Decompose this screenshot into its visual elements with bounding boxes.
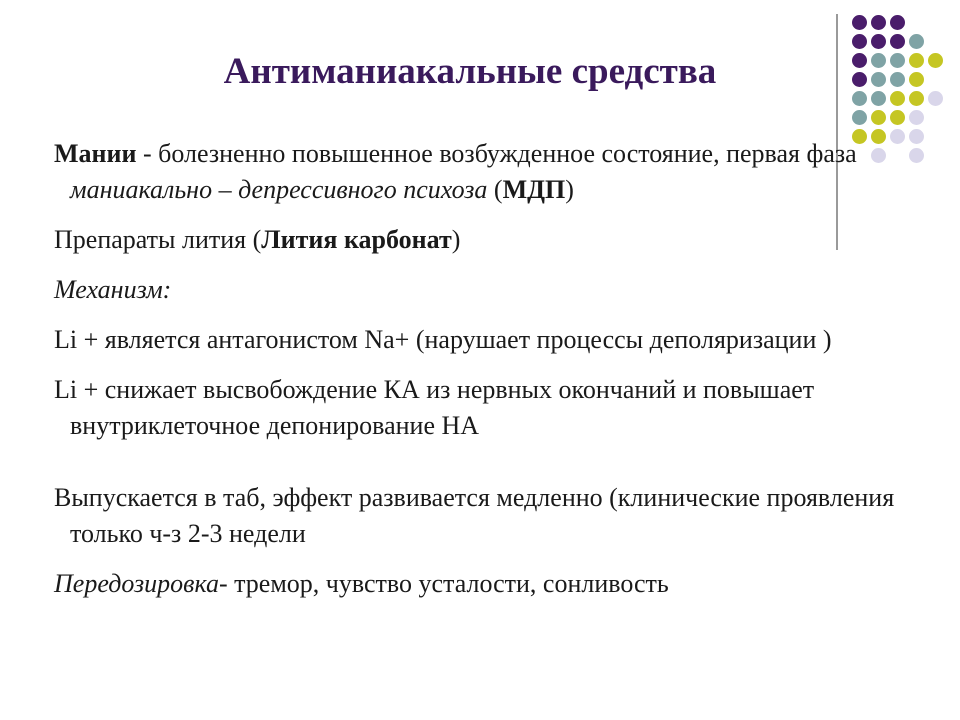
decorative-dot bbox=[852, 91, 867, 106]
decorative-dot bbox=[871, 34, 886, 49]
definition-text: - болезненно повышенное возбужденное состояние, первая фаза bbox=[136, 139, 857, 168]
paragraph-release-form: Выпускается в таб, эффект развивается медленно (клинические проявления только ч-з 2-3 недели bbox=[54, 483, 895, 548]
decorative-dot bbox=[890, 53, 905, 68]
slide-title: Антиманиакальные средства bbox=[223, 51, 717, 92]
paragraph-li-release: Li + снижает высвобождение КА из нервных окончаний и повышает внутриклеточное депонирование НА bbox=[54, 375, 815, 440]
paren-close: ) bbox=[451, 225, 461, 254]
slide-content bbox=[40, 136, 940, 602]
lithium-carbonate: Лития карбонат bbox=[261, 225, 452, 254]
decorative-dot bbox=[871, 15, 886, 30]
decorative-dot bbox=[909, 53, 924, 68]
decorative-dot bbox=[852, 15, 867, 30]
overdose-symptoms: - тремор, чувство усталости, сонливость bbox=[218, 569, 669, 598]
paragraph-li-antagonist: Li + является антагонистом Na+ (нарушает процессы деполяризации ) bbox=[54, 325, 832, 354]
paren-close: ) bbox=[565, 175, 574, 204]
lithium-text: Препараты лития ( bbox=[54, 225, 262, 254]
decorative-dot bbox=[890, 91, 905, 106]
decorative-dot bbox=[871, 91, 886, 106]
decorative-dot bbox=[909, 91, 924, 106]
paren-open: ( bbox=[487, 175, 503, 204]
psychosis-term: маниакально – депрессивного психоза bbox=[70, 175, 488, 204]
decorative-dot bbox=[890, 110, 905, 125]
decorative-dot bbox=[890, 34, 905, 49]
paragraph-mechanism-heading bbox=[40, 272, 940, 308]
paragraph-overdose bbox=[40, 566, 940, 602]
decorative-dot bbox=[852, 110, 867, 125]
term-mania: Мании bbox=[54, 139, 137, 168]
decorative-dot bbox=[852, 53, 867, 68]
paragraph-lithium-drugs bbox=[40, 222, 940, 258]
decorative-dot bbox=[871, 110, 886, 125]
decorative-dot bbox=[909, 110, 924, 125]
decorative-dot bbox=[871, 53, 886, 68]
decorative-dot bbox=[852, 72, 867, 87]
paragraph-mania-definition bbox=[40, 136, 940, 208]
decorative-dot bbox=[871, 72, 886, 87]
decorative-dot bbox=[928, 91, 943, 106]
decorative-dot bbox=[852, 34, 867, 49]
decorative-dot bbox=[909, 34, 924, 49]
decorative-dot bbox=[928, 53, 943, 68]
overdose-label: Передозировка bbox=[54, 569, 219, 598]
decorative-dot bbox=[890, 15, 905, 30]
mechanism-label: Механизм: bbox=[54, 275, 172, 304]
abbreviation: МДП bbox=[502, 175, 566, 204]
decorative-dot bbox=[909, 72, 924, 87]
decorative-dot bbox=[890, 72, 905, 87]
